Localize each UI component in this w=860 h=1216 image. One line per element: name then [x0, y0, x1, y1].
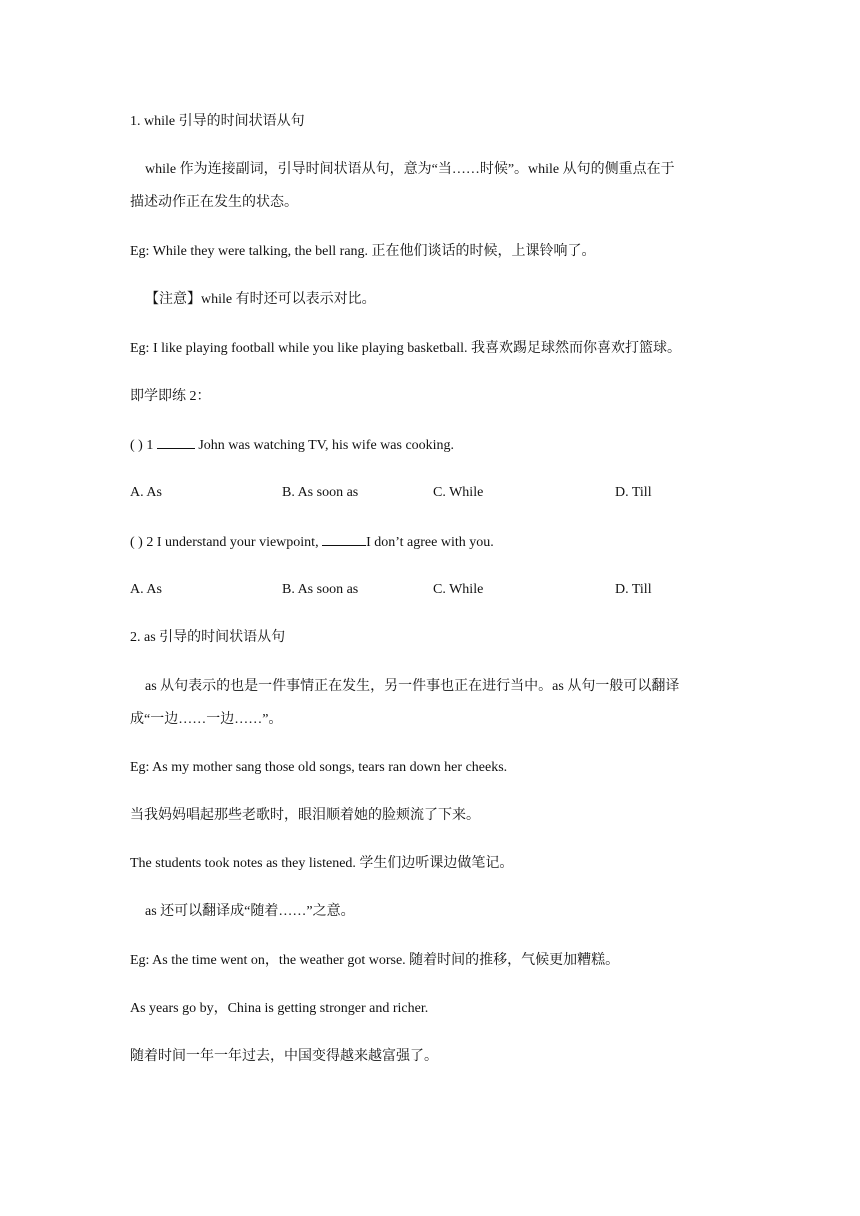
- question-2-paren: ( ) 2 I understand your viewpoint,: [130, 535, 319, 550]
- q2-option-b: B. As soon as: [282, 582, 359, 597]
- as-explanation-2: as 还可以翻译成“随着……”之意。: [145, 904, 355, 919]
- while-example-2: Eg: I like playing football while you like playing basketball. 我喜欢踢足球然而你喜欢打篮球。: [130, 341, 681, 356]
- question-1: [130, 435, 454, 456]
- q1-option-a: A. As: [130, 485, 162, 500]
- q1-option-b: B. As soon as: [282, 485, 359, 500]
- question-2-blank: [322, 532, 366, 546]
- as-explanation-line-1: as 从句表示的也是一件事情正在发生，另一件事也正在进行当中。as 从句一般可以翻译: [145, 679, 680, 694]
- q2-option-d: D. Till: [615, 582, 652, 597]
- while-explanation-line-2: 描述动作正在发生的状态。: [130, 195, 298, 210]
- as-example-1-translation: 当我妈妈唱起那些老歌时，眼泪顺着她的脸颊流了下来。: [130, 808, 480, 823]
- question-2: [130, 532, 494, 553]
- question-1-blank: [157, 435, 195, 449]
- section-as-heading: 2. as 引导的时间状语从句: [130, 630, 286, 645]
- while-example-1: Eg: While they were talking, the bell rang. 正在他们谈话的时候，上课铃响了。: [130, 244, 596, 259]
- section-while-heading: 1. while 引导的时间状语从句: [130, 114, 305, 129]
- q1-option-d: D. Till: [615, 485, 652, 500]
- as-example-4-translation: 随着时间一年一年过去，中国变得越来越富强了。: [130, 1049, 438, 1064]
- as-example-4: As years go by，China is getting stronger and richer.: [130, 1001, 429, 1016]
- while-explanation-line-1: while 作为连接副词，引导时间状语从句，意为“当……时候”。while 从句的侧重点在于: [145, 162, 675, 177]
- q2-option-c: C. While: [433, 582, 484, 597]
- question-1-paren: ( ) 1: [130, 438, 154, 453]
- q1-option-c: C. While: [433, 485, 484, 500]
- as-example-1: Eg: As my mother sang those old songs, tears ran down her cheeks.: [130, 760, 508, 775]
- while-note: 【注意】while 有时还可以表示对比。: [145, 292, 376, 307]
- as-explanation-line-2: 成“一边……一边……”。: [130, 712, 283, 727]
- question-1-stem: John was watching TV, his wife was cooking.: [198, 438, 455, 453]
- practice-title: 即学即练 2：: [130, 389, 211, 404]
- q2-option-a: A. As: [130, 582, 162, 597]
- question-2-stem: I don’t agree with you.: [366, 535, 494, 550]
- as-example-3: Eg: As the time went on，the weather got worse. 随着时间的推移，气候更加糟糕。: [130, 953, 620, 968]
- as-example-2: The students took notes as they listened. 学生们边听课边做笔记。: [130, 856, 514, 871]
